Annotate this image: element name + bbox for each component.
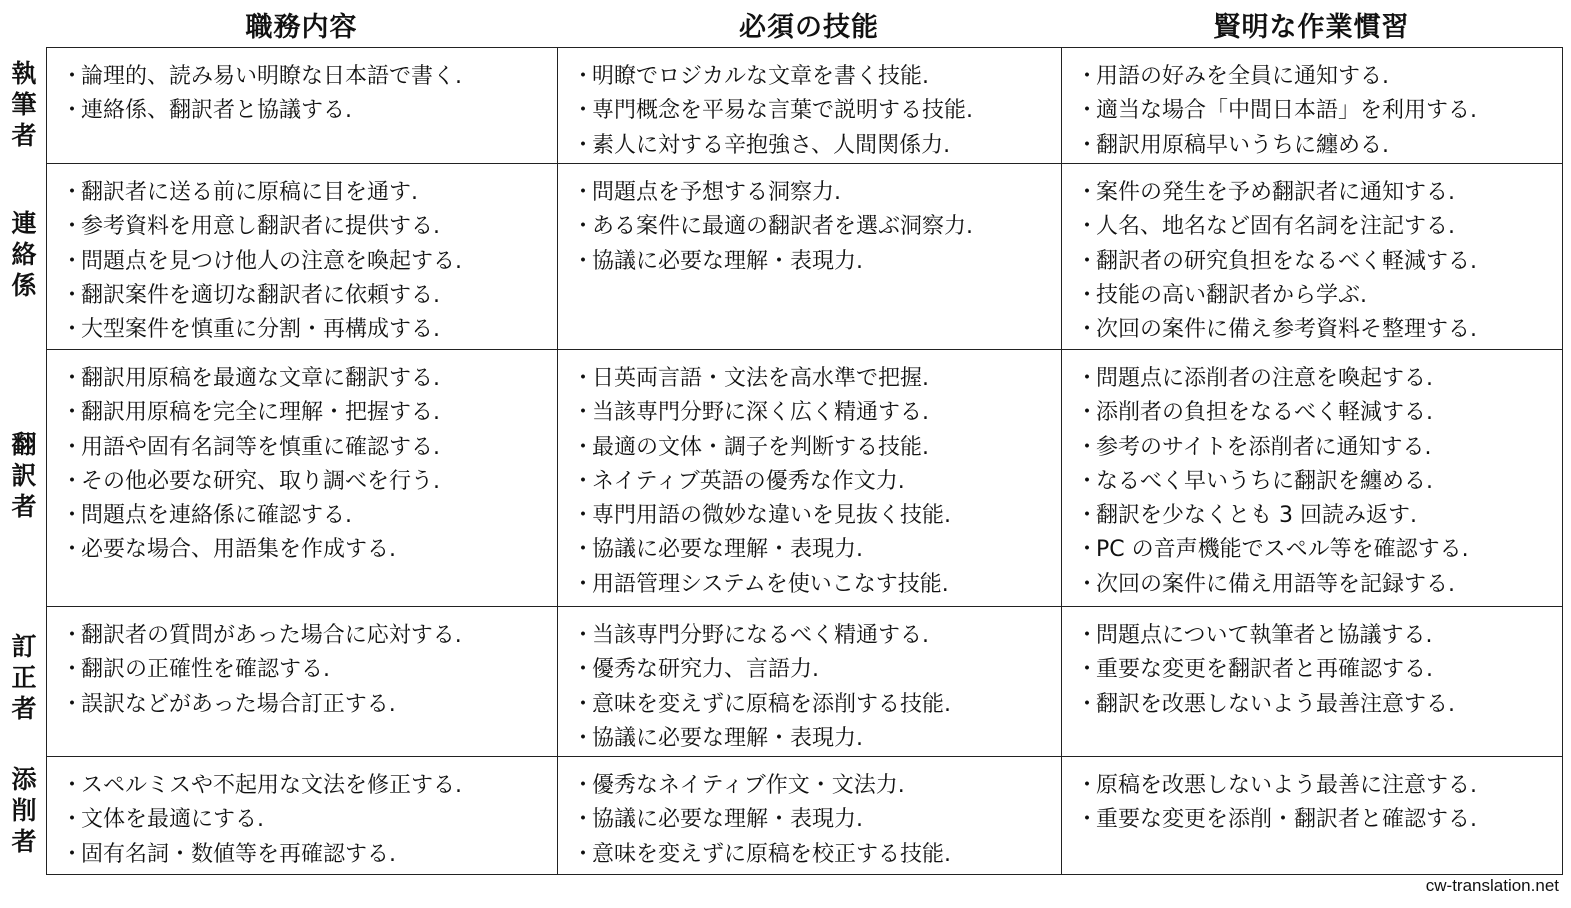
bullet-mark: ・ xyxy=(1076,503,1099,529)
item-text: 用語の好みを全員に通知する. xyxy=(1096,64,1389,89)
list-item xyxy=(572,210,1061,244)
bullet-mark: ・ xyxy=(1076,807,1099,833)
bullet-mark: ・ xyxy=(1076,248,1099,274)
row-label-char: 正 xyxy=(11,663,37,692)
list-item xyxy=(1076,431,1562,465)
translator-duties-cell xyxy=(47,350,558,607)
bullet-mark: ・ xyxy=(61,691,84,717)
editor-duties-cell xyxy=(47,757,558,875)
row-label-char: 訂 xyxy=(11,632,37,661)
list-item xyxy=(1076,568,1562,602)
bullet-mark: ・ xyxy=(61,366,84,391)
item-text: 当該専門分野になるべく精通する. xyxy=(592,623,929,648)
bullet-mark: ・ xyxy=(572,132,595,158)
bullet-mark: ・ xyxy=(1076,434,1099,460)
item-text: 優秀な研究力、言語力. xyxy=(592,657,819,683)
reviser-skills-cell xyxy=(558,607,1062,757)
item-text: 最適の文体・調子を判断する技能. xyxy=(592,434,929,460)
roles-table xyxy=(46,47,1563,875)
row-editor xyxy=(47,757,1563,875)
bullet-mark: ・ xyxy=(1076,571,1099,597)
list-item xyxy=(1076,176,1562,210)
bullet-mark: ・ xyxy=(1076,282,1099,308)
bullet-mark: ・ xyxy=(572,657,595,683)
bullet-mark: ・ xyxy=(61,400,84,426)
row-coordinator xyxy=(47,164,1563,350)
item-text: 協議に必要な理解・表現力. xyxy=(592,807,863,833)
list-item xyxy=(61,803,557,837)
column-header-row xyxy=(46,0,1562,48)
list-item xyxy=(61,769,557,803)
list-item xyxy=(572,499,1061,533)
item-text: 日英両言語・文法を高水準で把握. xyxy=(592,366,929,391)
list-item xyxy=(61,688,557,722)
bullet-mark: ・ xyxy=(61,773,84,799)
bullet-mark: ・ xyxy=(1076,180,1099,205)
row-label-char: 者 xyxy=(11,491,37,521)
list-item xyxy=(61,60,557,94)
item-text: 意味を変えずに原稿を校正する技能. xyxy=(592,841,951,867)
list-item xyxy=(572,803,1061,837)
bullet-mark: ・ xyxy=(61,434,84,460)
list-item xyxy=(572,838,1061,872)
list-item xyxy=(572,94,1061,128)
row-label-char: 者 xyxy=(11,121,37,150)
item-text: 用語や固有名詞等を慎重に確認する. xyxy=(81,434,440,460)
editor-practices-cell xyxy=(1062,757,1563,875)
item-text: 翻訳を少なくとも 3 回読み返す. xyxy=(1096,503,1417,529)
bullet-mark: ・ xyxy=(572,180,595,205)
list-item xyxy=(1076,499,1562,533)
item-text: 大型案件を慎重に分割・再構成する. xyxy=(81,317,440,343)
item-text: 重要な変更を翻訳者と再確認する. xyxy=(1096,657,1433,683)
bullet-mark: ・ xyxy=(1076,773,1099,799)
item-text: 重要な変更を添削・翻訳者と確認する. xyxy=(1096,807,1477,833)
coordinator-duties-cell xyxy=(47,164,558,350)
row-label-char: 者 xyxy=(11,827,37,856)
item-text: 問題点を連絡係に確認する. xyxy=(81,503,352,529)
bullet-mark: ・ xyxy=(1076,98,1099,124)
list-item xyxy=(61,653,557,687)
bullet-mark: ・ xyxy=(1076,691,1099,717)
item-text: 問題点を見つけ他人の注意を喚起する. xyxy=(81,248,462,274)
item-text: 問題点に添削者の注意を喚起する. xyxy=(1096,366,1433,391)
item-text: 参考のサイトを添削者に通知する. xyxy=(1096,434,1432,460)
list-item xyxy=(61,176,557,210)
list-item xyxy=(61,396,557,430)
item-text: 翻訳を改悪しないよう最善注意する. xyxy=(1096,691,1455,717)
item-text: 翻訳用原稿早いうちに纏める. xyxy=(1096,132,1389,158)
bullet-mark: ・ xyxy=(572,623,595,648)
list-item xyxy=(572,245,1061,279)
row-label-coordinator xyxy=(6,162,42,347)
list-item xyxy=(1076,619,1562,653)
item-text: なるべく早いうちに翻訳を纏める. xyxy=(1096,468,1433,494)
bullet-mark: ・ xyxy=(1076,317,1099,343)
item-text: 文体を最適にする. xyxy=(81,807,264,833)
bullet-mark: ・ xyxy=(1076,64,1099,89)
item-text: 当該専門分野に深く広く精通する. xyxy=(592,400,929,426)
row-label-char: 訳 xyxy=(11,460,37,490)
item-text: 参考資料を用意し翻訳者に提供する. xyxy=(81,214,440,240)
list-item xyxy=(1076,688,1562,722)
item-text: 必要な場合、用語集を作成する. xyxy=(81,537,396,563)
list-item xyxy=(1076,313,1562,347)
bullet-mark: ・ xyxy=(61,317,84,343)
list-item xyxy=(61,362,557,396)
site-credit: cw-translation.net xyxy=(1425,876,1559,895)
item-text: 適当な場合「中間日本語」を利用する. xyxy=(1096,98,1477,124)
item-text: 翻訳者の質問があった場合に応対する. xyxy=(81,623,462,648)
list-item xyxy=(61,94,557,128)
bullet-mark: ・ xyxy=(61,503,84,529)
item-text: 明瞭でロジカルな文章を書く技能. xyxy=(592,64,929,89)
list-item xyxy=(1076,210,1562,244)
row-translator xyxy=(47,350,1563,607)
list-item xyxy=(1076,533,1562,567)
list-item xyxy=(572,653,1061,687)
list-item xyxy=(61,210,557,244)
list-item xyxy=(61,533,557,567)
bullet-mark: ・ xyxy=(61,468,84,494)
row-label-char: 者 xyxy=(11,694,37,723)
list-item xyxy=(1076,245,1562,279)
row-label-char: 絡 xyxy=(11,240,37,269)
item-text: 翻訳用原稿を最適な文章に翻訳する. xyxy=(81,366,440,391)
item-text: 意味を変えずに原稿を添削する技能. xyxy=(592,691,951,717)
translator-practices-cell xyxy=(1062,350,1563,607)
list-item xyxy=(61,499,557,533)
bullet-mark: ・ xyxy=(61,841,84,867)
bullet-mark: ・ xyxy=(1076,537,1099,563)
row-label-reviser xyxy=(6,603,42,752)
bullet-mark: ・ xyxy=(1076,468,1099,494)
bullet-mark: ・ xyxy=(572,503,595,529)
item-text: 連絡係、翻訳者と協議する. xyxy=(81,98,352,124)
list-item xyxy=(572,362,1061,396)
list-item xyxy=(572,431,1061,465)
item-text: 原稿を改悪しないよう最善に注意する. xyxy=(1096,773,1477,799)
writer-skills-cell xyxy=(558,48,1062,164)
list-item xyxy=(61,431,557,465)
item-text: ネイティブ英語の優秀な作文力. xyxy=(592,468,905,494)
writer-duties-cell xyxy=(47,48,558,164)
item-text: 協議に必要な理解・表現力. xyxy=(592,537,863,563)
list-item xyxy=(61,838,557,872)
bullet-mark: ・ xyxy=(572,773,595,799)
bullet-mark: ・ xyxy=(572,98,595,124)
writer-practices-cell xyxy=(1062,48,1563,164)
item-text: 添削者の負担をなるべく軽減する. xyxy=(1096,400,1433,426)
list-item xyxy=(61,279,557,313)
list-item xyxy=(572,396,1061,430)
item-text: 次回の案件に備え用語等を記録する. xyxy=(1096,571,1455,597)
item-text: 技能の高い翻訳者から学ぶ. xyxy=(1096,282,1367,308)
column-header-required-skills: 必須の技能 xyxy=(739,11,879,43)
item-text: その他必要な研究、取り調べを行う. xyxy=(81,468,440,494)
translator-skills-cell xyxy=(558,350,1062,607)
bullet-mark: ・ xyxy=(1076,214,1099,240)
item-text: 専門用語の微妙な違いを見抜く技能. xyxy=(592,503,951,529)
column-header-best-practices: 賢明な作業慣習 xyxy=(1213,11,1410,43)
list-item xyxy=(572,769,1061,803)
item-text: 翻訳案件を適切な翻訳者に依頼する. xyxy=(81,282,440,308)
item-text: 協議に必要な理解・表現力. xyxy=(592,248,863,274)
reviser-duties-cell xyxy=(47,607,558,757)
list-item xyxy=(61,245,557,279)
bullet-mark: ・ xyxy=(61,623,84,648)
list-item xyxy=(1076,769,1562,803)
item-text: 素人に対する辛抱強さ、人間関係力. xyxy=(592,132,951,158)
item-text: 案件の発生を予め翻訳者に通知する. xyxy=(1096,180,1455,205)
bullet-mark: ・ xyxy=(1076,400,1099,426)
bullet-mark: ・ xyxy=(572,214,595,240)
bullet-mark: ・ xyxy=(572,468,595,494)
bullet-mark: ・ xyxy=(61,537,84,563)
row-label-char: 執 xyxy=(11,59,37,88)
bullet-mark: ・ xyxy=(572,366,595,391)
bullet-mark: ・ xyxy=(572,571,595,597)
bullet-mark: ・ xyxy=(61,807,84,833)
reviser-practices-cell xyxy=(1062,607,1563,757)
row-label-editor xyxy=(6,752,42,869)
editor-skills-cell xyxy=(558,757,1062,875)
item-text: 用語管理システムを使いこなす技能. xyxy=(592,571,949,597)
list-item xyxy=(1076,279,1562,313)
item-text: 問題点について執筆者と協議する. xyxy=(1096,623,1433,648)
item-text: 論理的、読み易い明瞭な日本語で書く. xyxy=(81,64,462,89)
list-item xyxy=(1076,803,1562,837)
list-item xyxy=(1076,396,1562,430)
list-item xyxy=(572,60,1061,94)
bullet-mark: ・ xyxy=(572,537,595,563)
bullet-mark: ・ xyxy=(572,400,595,426)
list-item xyxy=(572,176,1061,210)
item-text: 翻訳者の研究負担をなるべく軽減する. xyxy=(1096,248,1477,274)
list-item xyxy=(1076,60,1562,94)
item-text: 誤訳などがあった場合訂正する. xyxy=(81,691,396,717)
item-text: PC の音声機能でスペル等を確認する. xyxy=(1096,537,1469,563)
bullet-mark: ・ xyxy=(572,725,595,751)
list-item xyxy=(61,465,557,499)
list-item xyxy=(572,129,1061,163)
item-text: 問題点を予想する洞察力. xyxy=(592,180,841,205)
list-item xyxy=(61,619,557,653)
row-reviser xyxy=(47,607,1563,757)
item-text: 固有名詞・数値等を再確認する. xyxy=(81,841,396,867)
row-label-writer xyxy=(6,47,42,162)
bullet-mark: ・ xyxy=(61,282,84,308)
bullet-mark: ・ xyxy=(572,841,595,867)
row-label-char: 係 xyxy=(11,271,37,300)
bullet-mark: ・ xyxy=(572,434,595,460)
bullet-mark: ・ xyxy=(61,98,84,124)
item-text: 翻訳者に送る前に原稿に目を通す. xyxy=(81,180,418,205)
list-item xyxy=(61,313,557,347)
list-item xyxy=(1076,465,1562,499)
list-item xyxy=(572,568,1061,602)
bullet-mark: ・ xyxy=(61,657,84,683)
bullet-mark: ・ xyxy=(61,214,84,240)
item-text: 協議に必要な理解・表現力. xyxy=(592,725,863,751)
bullet-mark: ・ xyxy=(61,64,84,89)
row-writer xyxy=(47,48,1563,164)
item-text: スペルミスや不起用な文法を修正する. xyxy=(81,773,462,799)
item-text: 翻訳用原稿を完全に理解・把握する. xyxy=(81,400,440,426)
row-label-char: 削 xyxy=(11,796,37,825)
item-text: ある案件に最適の翻訳者を選ぶ洞察力. xyxy=(592,214,973,240)
list-item xyxy=(572,619,1061,653)
list-item xyxy=(1076,129,1562,163)
item-text: 翻訳の正確性を確認する. xyxy=(81,657,330,683)
item-text: 次回の案件に備え参考資料そ整理する. xyxy=(1096,317,1477,343)
list-item xyxy=(1076,94,1562,128)
row-label-char: 筆 xyxy=(11,90,37,119)
row-label-char: 連 xyxy=(11,209,37,238)
row-label-translator xyxy=(6,347,42,603)
item-text: 優秀なネイティブ作文・文法力. xyxy=(592,773,905,799)
coordinator-skills-cell xyxy=(558,164,1062,350)
list-item xyxy=(572,465,1061,499)
bullet-mark: ・ xyxy=(1076,623,1099,648)
list-item xyxy=(572,722,1061,756)
column-header-duties: 職務内容 xyxy=(245,11,358,43)
bullet-mark: ・ xyxy=(572,64,595,89)
bullet-mark: ・ xyxy=(572,248,595,274)
list-item xyxy=(1076,362,1562,396)
bullet-mark: ・ xyxy=(61,248,84,274)
bullet-mark: ・ xyxy=(572,807,595,833)
list-item xyxy=(572,688,1061,722)
bullet-mark: ・ xyxy=(572,691,595,717)
coordinator-practices-cell xyxy=(1062,164,1563,350)
row-label-char: 翻 xyxy=(11,429,37,459)
bullet-mark: ・ xyxy=(1076,657,1099,683)
list-item xyxy=(572,533,1061,567)
item-text: 専門概念を平易な言葉で説明する技能. xyxy=(592,98,973,124)
bullet-mark: ・ xyxy=(1076,366,1099,391)
item-text: 人名、地名など固有名詞を注記する. xyxy=(1096,214,1455,240)
bullet-mark: ・ xyxy=(61,180,84,205)
row-label-char: 添 xyxy=(11,765,37,794)
bullet-mark: ・ xyxy=(1076,132,1099,158)
list-item xyxy=(1076,653,1562,687)
